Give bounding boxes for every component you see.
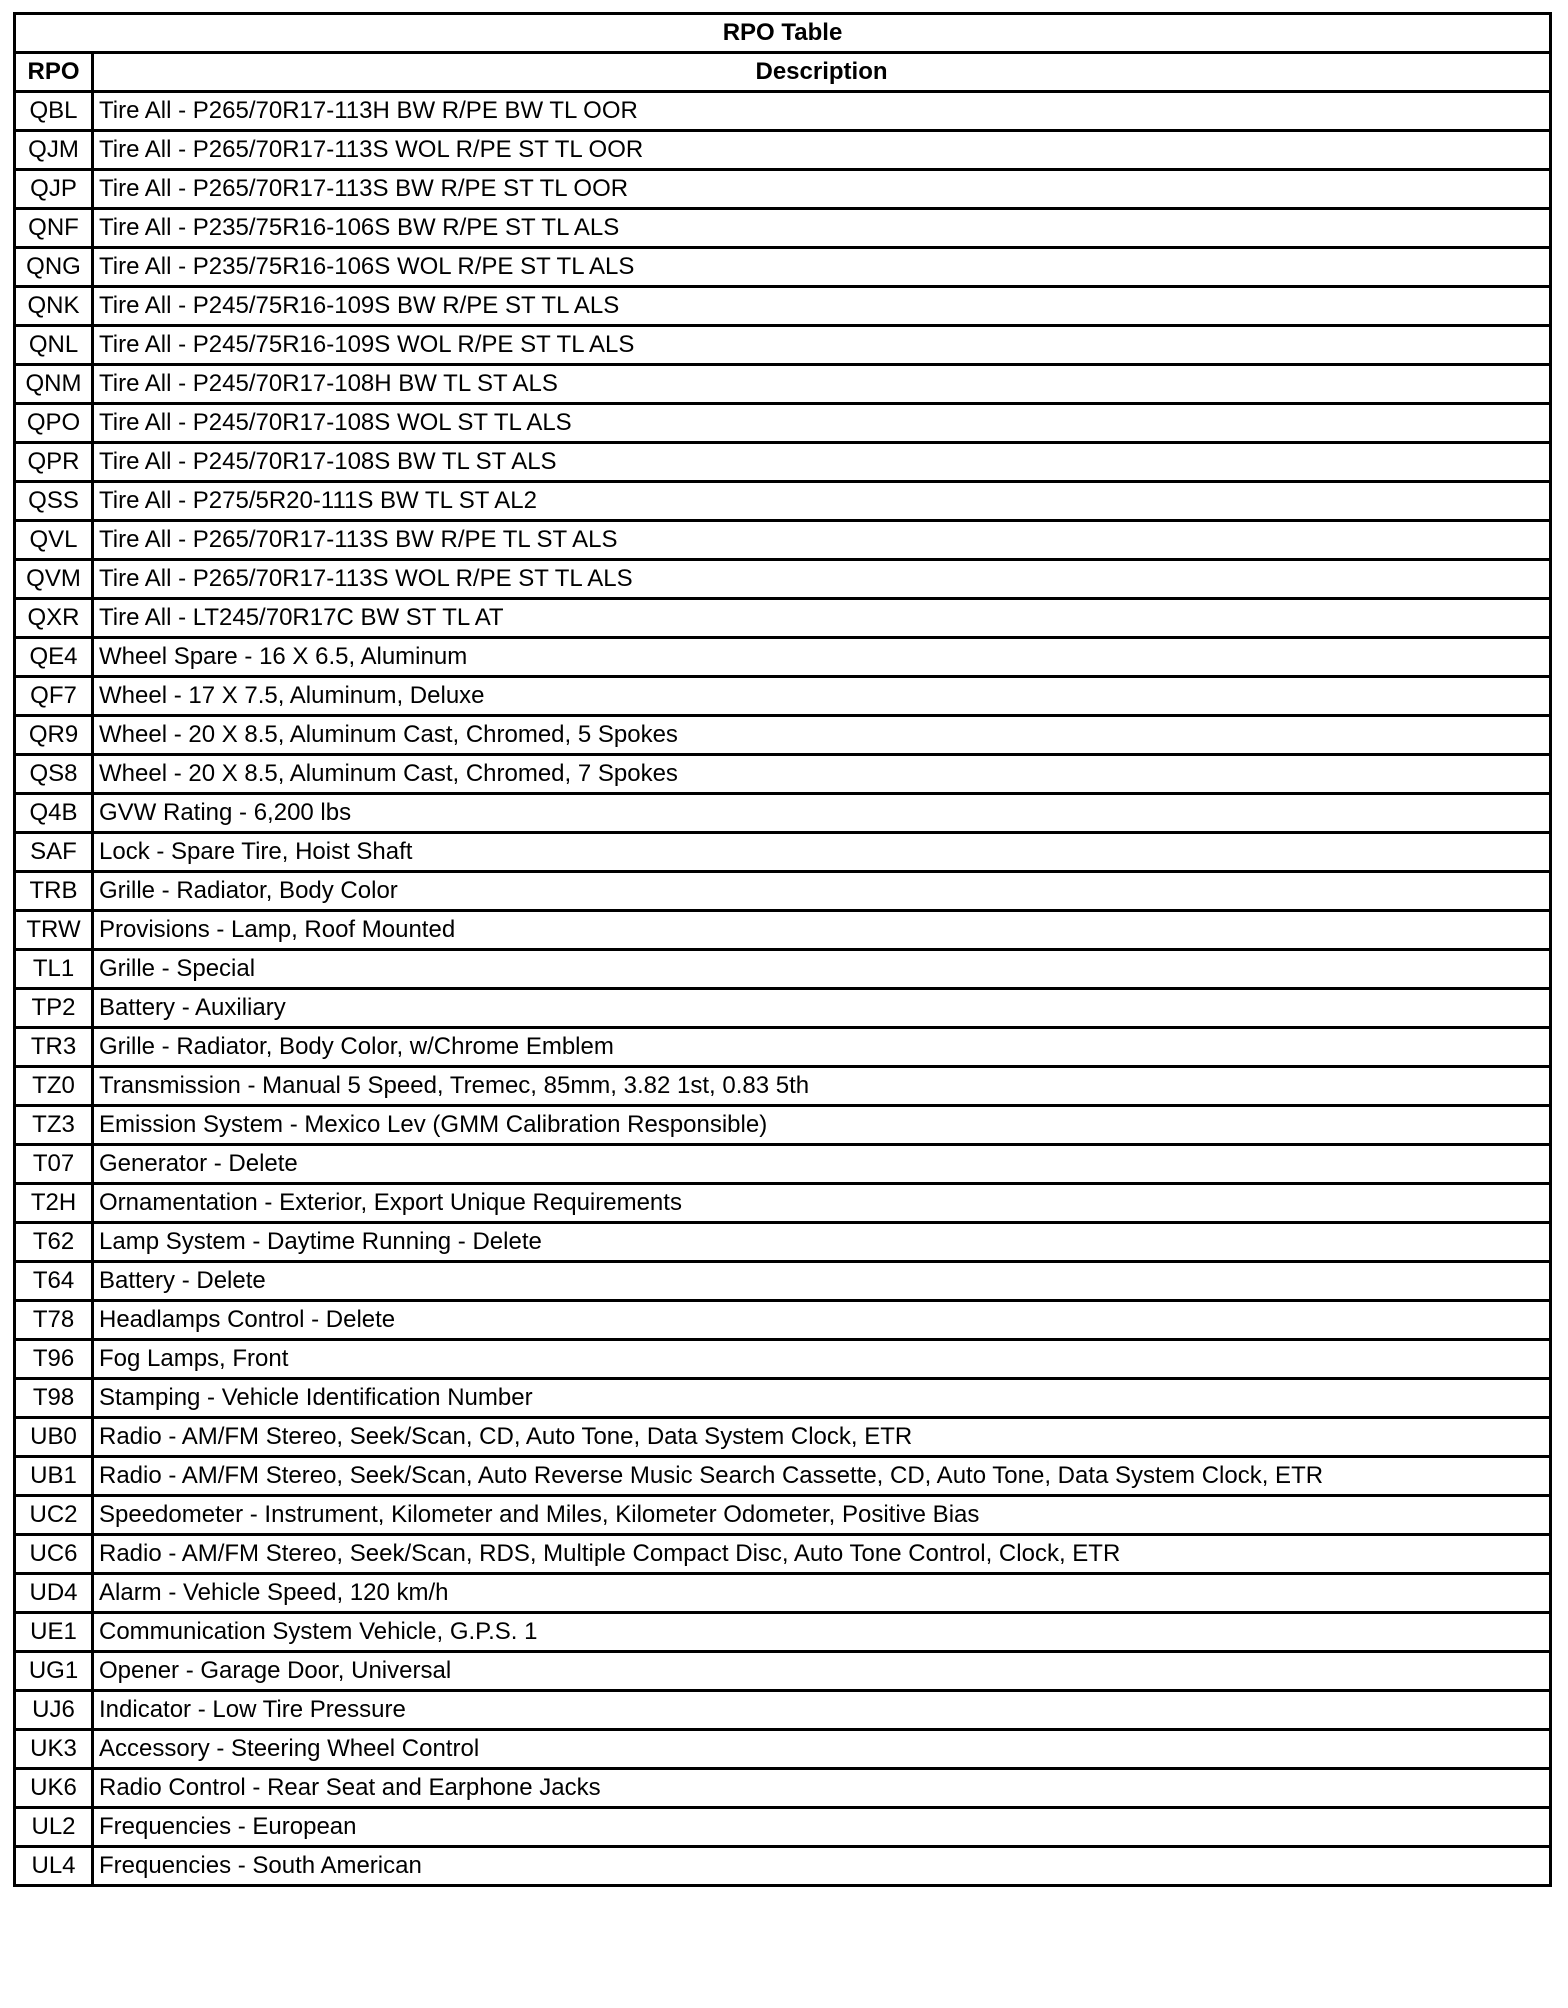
rpo-code-cell: UC2 (15, 1496, 93, 1535)
table-row (15, 365, 1551, 404)
rpo-code-cell: UC6 (15, 1535, 93, 1574)
table-row (15, 560, 1551, 599)
rpo-code-cell: QPR (15, 443, 93, 482)
table-row (15, 443, 1551, 482)
table-row (15, 755, 1551, 794)
description-cell: Tire All - P275/5R20-111S BW TL ST AL2 (93, 482, 1551, 521)
table-header-row (15, 53, 1551, 92)
description-cell: Grille - Radiator, Body Color (93, 872, 1551, 911)
description-cell: Radio - AM/FM Stereo, Seek/Scan, CD, Auto Tone, Data System Clock, ETR (93, 1418, 1551, 1457)
rpo-code-cell: QNK (15, 287, 93, 326)
description-cell: Tire All - P235/75R16-106S WOL R/PE ST TL ALS (93, 248, 1551, 287)
description-cell: Tire All - P235/75R16-106S BW R/PE ST TL ALS (93, 209, 1551, 248)
table-row (15, 1457, 1551, 1496)
description-cell: Tire All - P245/70R17-108S BW TL ST ALS (93, 443, 1551, 482)
table-row (15, 1691, 1551, 1730)
table-row (15, 482, 1551, 521)
rpo-code-cell: QNF (15, 209, 93, 248)
description-cell: Emission System - Mexico Lev (GMM Calibration Responsible) (93, 1106, 1551, 1145)
description-cell: Ornamentation - Exterior, Export Unique Requirements (93, 1184, 1551, 1223)
description-cell: Tire All - P265/70R17-113S BW R/PE ST TL OOR (93, 170, 1551, 209)
description-cell: Tire All - P265/70R17-113S WOL R/PE ST TL OOR (93, 131, 1551, 170)
table-row (15, 1613, 1551, 1652)
rpo-code-cell: T64 (15, 1262, 93, 1301)
column-header-description: Description (93, 53, 1551, 92)
description-cell: Headlamps Control - Delete (93, 1301, 1551, 1340)
description-cell: Tire All - P245/70R17-108H BW TL ST ALS (93, 365, 1551, 404)
description-cell: Radio Control - Rear Seat and Earphone Jacks (93, 1769, 1551, 1808)
rpo-code-cell: UE1 (15, 1613, 93, 1652)
table-row (15, 872, 1551, 911)
rpo-code-cell: QS8 (15, 755, 93, 794)
rpo-code-cell: UG1 (15, 1652, 93, 1691)
description-cell: Accessory - Steering Wheel Control (93, 1730, 1551, 1769)
table-row (15, 677, 1551, 716)
rpo-code-cell: QPO (15, 404, 93, 443)
table-row (15, 1145, 1551, 1184)
table-row (15, 1808, 1551, 1847)
table-row (15, 248, 1551, 287)
description-cell: Tire All - P245/70R17-108S WOL ST TL ALS (93, 404, 1551, 443)
table-row (15, 209, 1551, 248)
rpo-code-cell: TRB (15, 872, 93, 911)
description-cell: Grille - Special (93, 950, 1551, 989)
description-cell: Lock - Spare Tire, Hoist Shaft (93, 833, 1551, 872)
description-cell: Opener - Garage Door, Universal (93, 1652, 1551, 1691)
rpo-code-cell: TRW (15, 911, 93, 950)
table-row (15, 1418, 1551, 1457)
rpo-code-cell: Q4B (15, 794, 93, 833)
rpo-code-cell: UJ6 (15, 1691, 93, 1730)
table-row (15, 1028, 1551, 1067)
rpo-code-cell: QVL (15, 521, 93, 560)
table-row (15, 1769, 1551, 1808)
table-row (15, 716, 1551, 755)
description-cell: Tire All - P265/70R17-113S WOL R/PE ST TL ALS (93, 560, 1551, 599)
rpo-code-cell: T62 (15, 1223, 93, 1262)
rpo-code-cell: TP2 (15, 989, 93, 1028)
table-row (15, 1379, 1551, 1418)
description-cell: Speedometer - Instrument, Kilometer and Miles, Kilometer Odometer, Positive Bias (93, 1496, 1551, 1535)
rpo-code-cell: UB1 (15, 1457, 93, 1496)
description-cell: Tire All - P245/75R16-109S WOL R/PE ST TL ALS (93, 326, 1551, 365)
table-row (15, 287, 1551, 326)
rpo-code-cell: T07 (15, 1145, 93, 1184)
description-cell: Wheel Spare - 16 X 6.5, Aluminum (93, 638, 1551, 677)
rpo-code-cell: UD4 (15, 1574, 93, 1613)
description-cell: Grille - Radiator, Body Color, w/Chrome Emblem (93, 1028, 1551, 1067)
description-cell: Provisions - Lamp, Roof Mounted (93, 911, 1551, 950)
table-row (15, 989, 1551, 1028)
table-row (15, 794, 1551, 833)
rpo-code-cell: QVM (15, 560, 93, 599)
rpo-code-cell: QNM (15, 365, 93, 404)
rpo-code-cell: QNL (15, 326, 93, 365)
description-cell: Alarm - Vehicle Speed, 120 km/h (93, 1574, 1551, 1613)
rpo-code-cell: T98 (15, 1379, 93, 1418)
table-row (15, 1301, 1551, 1340)
rpo-code-cell: UK6 (15, 1769, 93, 1808)
rpo-code-cell: TZ3 (15, 1106, 93, 1145)
description-cell: Battery - Delete (93, 1262, 1551, 1301)
description-cell: GVW Rating - 6,200 lbs (93, 794, 1551, 833)
rpo-code-cell: QE4 (15, 638, 93, 677)
rpo-code-cell: QJP (15, 170, 93, 209)
table-row (15, 599, 1551, 638)
rpo-code-cell: TZ0 (15, 1067, 93, 1106)
rpo-code-cell: TL1 (15, 950, 93, 989)
rpo-code-cell: QJM (15, 131, 93, 170)
rpo-code-cell: QSS (15, 482, 93, 521)
rpo-code-cell: UL2 (15, 1808, 93, 1847)
rpo-code-cell: TR3 (15, 1028, 93, 1067)
table-row (15, 950, 1551, 989)
description-cell: Communication System Vehicle, G.P.S. 1 (93, 1613, 1551, 1652)
table-row (15, 638, 1551, 677)
description-cell: Wheel - 20 X 8.5, Aluminum Cast, Chromed, 5 Spokes (93, 716, 1551, 755)
description-cell: Wheel - 17 X 7.5, Aluminum, Deluxe (93, 677, 1551, 716)
table-row (15, 1067, 1551, 1106)
description-cell: Stamping - Vehicle Identification Number (93, 1379, 1551, 1418)
description-cell: Generator - Delete (93, 1145, 1551, 1184)
table-row (15, 1574, 1551, 1613)
rpo-code-cell: QR9 (15, 716, 93, 755)
description-cell: Fog Lamps, Front (93, 1340, 1551, 1379)
description-cell: Radio - AM/FM Stereo, Seek/Scan, RDS, Multiple Compact Disc, Auto Tone Control, Clock, ETR (93, 1535, 1551, 1574)
rpo-code-cell: QF7 (15, 677, 93, 716)
rpo-code-cell: UK3 (15, 1730, 93, 1769)
table-row (15, 1496, 1551, 1535)
table-row (15, 404, 1551, 443)
description-cell: Frequencies - European (93, 1808, 1551, 1847)
table-row (15, 326, 1551, 365)
description-cell: Tire All - LT245/70R17C BW ST TL AT (93, 599, 1551, 638)
description-cell: Tire All - P265/70R17-113S BW R/PE TL ST ALS (93, 521, 1551, 560)
table-row (15, 1535, 1551, 1574)
rpo-code-cell: QBL (15, 92, 93, 131)
description-cell: Battery - Auxiliary (93, 989, 1551, 1028)
description-cell: Transmission - Manual 5 Speed, Tremec, 85mm, 3.82 1st, 0.83 5th (93, 1067, 1551, 1106)
table-row (15, 92, 1551, 131)
rpo-code-cell: UL4 (15, 1847, 93, 1886)
table-row (15, 1223, 1551, 1262)
column-header-rpo: RPO (15, 53, 93, 92)
table-row (15, 833, 1551, 872)
table-row (15, 170, 1551, 209)
table-row (15, 1184, 1551, 1223)
table-row (15, 1652, 1551, 1691)
table-title-row (15, 14, 1551, 53)
table-row (15, 1106, 1551, 1145)
table-body (15, 92, 1551, 1886)
rpo-table (13, 12, 1552, 1887)
table-row (15, 911, 1551, 950)
description-cell: Tire All - P265/70R17-113H BW R/PE BW TL OOR (93, 92, 1551, 131)
description-cell: Indicator - Low Tire Pressure (93, 1691, 1551, 1730)
description-cell: Radio - AM/FM Stereo, Seek/Scan, Auto Reverse Music Search Cassette, CD, Auto Tone, Data System Clock, ETR (93, 1457, 1551, 1496)
rpo-code-cell: QNG (15, 248, 93, 287)
table-row (15, 1340, 1551, 1379)
rpo-code-cell: SAF (15, 833, 93, 872)
table-row (15, 1847, 1551, 1886)
rpo-code-cell: QXR (15, 599, 93, 638)
rpo-code-cell: T2H (15, 1184, 93, 1223)
description-cell: Wheel - 20 X 8.5, Aluminum Cast, Chromed, 7 Spokes (93, 755, 1551, 794)
rpo-code-cell: T96 (15, 1340, 93, 1379)
table-row (15, 521, 1551, 560)
rpo-code-cell: T78 (15, 1301, 93, 1340)
table-row (15, 1262, 1551, 1301)
description-cell: Lamp System - Daytime Running - Delete (93, 1223, 1551, 1262)
description-cell: Frequencies - South American (93, 1847, 1551, 1886)
table-title: RPO Table (15, 14, 1551, 53)
table-row (15, 1730, 1551, 1769)
rpo-code-cell: UB0 (15, 1418, 93, 1457)
table-row (15, 131, 1551, 170)
description-cell: Tire All - P245/75R16-109S BW R/PE ST TL ALS (93, 287, 1551, 326)
